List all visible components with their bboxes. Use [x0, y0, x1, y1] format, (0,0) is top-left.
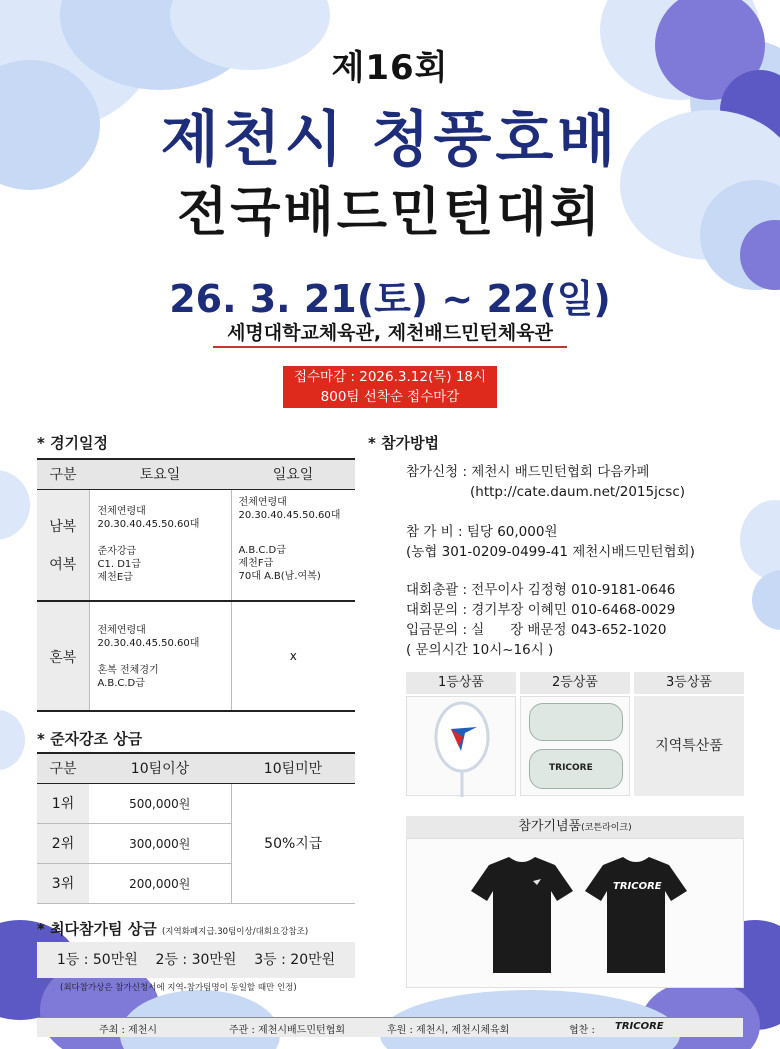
apply-url: (http://cate.daum.net/2015jcsc): [470, 484, 686, 500]
cell-text: 제천F급: [238, 557, 274, 569]
event-venue: 세명대학교체육관, 제천배드민턴체육관: [227, 322, 553, 344]
prize-header-under10: 10팀미만: [231, 753, 355, 783]
schedule-header-category: 구분: [37, 459, 89, 489]
third-prize-box: [634, 696, 744, 796]
contact-general: 대회총괄 : 전무이사 김정형 010-9181-0646: [406, 582, 676, 598]
deadline-box: [283, 366, 497, 408]
cell-text: 20.30.40.45.50.60대: [238, 509, 341, 521]
cell-text: 전체연령대: [97, 506, 146, 518]
prize-under10-value: 50%지급: [231, 783, 355, 903]
most-team-title-note: (지역화폐지급.30팀이상/대회요강참조): [161, 927, 309, 937]
goods-second-header: 2등상품: [520, 672, 630, 694]
cell-text: 준자강급: [97, 546, 137, 558]
footer-organizer: 주관 : 제천시배드민턴협회: [229, 1025, 345, 1036]
prize-rank-2: 2위: [37, 823, 89, 863]
cell-text: 20.30.40.45.50.60대: [97, 637, 200, 649]
cell-text: C1. D1급: [97, 559, 141, 571]
venue-underline: [213, 346, 567, 348]
most-team-title-text: * 최다참가팀 상금: [37, 920, 157, 938]
bag-top: [529, 703, 623, 741]
label-womens-doubles: 여복: [49, 556, 77, 573]
prize-amount-3: 200,000원: [89, 863, 231, 903]
souvenir-header: [406, 816, 744, 838]
cell-text: 혼복 전체경기: [97, 664, 159, 676]
edition-label: 제16회: [331, 48, 449, 88]
racket-icon: [407, 697, 517, 797]
footer-bar: [37, 1017, 743, 1037]
footer-host: 주최 : 제천시: [99, 1025, 158, 1036]
event-title-line2: 전국배드민턴대회: [177, 183, 603, 243]
prize-header-category: 구분: [37, 753, 89, 783]
schedule-saturday-mixed: [89, 601, 231, 711]
cell-text: 20.30.40.45.50.60대: [97, 519, 200, 531]
schedule-sunday-doubles: [231, 489, 355, 601]
most-team-title: [37, 918, 308, 939]
prize-rank-3: 3위: [37, 863, 89, 903]
contact-deposit: 입금문의 : 실 장 배문정 043-652-1020: [406, 622, 667, 638]
prize-title: * 준자강조 상금: [37, 730, 143, 748]
goods-first-header: 1등상품: [406, 672, 516, 694]
prize-amount-1: 500,000원: [89, 783, 231, 823]
footer-cooperation: 협찬 :: [569, 1025, 595, 1036]
bag-image: [520, 696, 630, 796]
goods-third-header: 3등상품: [634, 672, 744, 694]
most-team-note: (최다참가상은 참가신청서에 지역-참가팀명이 동일할 때만 인정): [60, 983, 297, 993]
tshirt-image: [406, 838, 744, 988]
schedule-sunday-mixed: x: [231, 601, 355, 711]
footer-cooperation-brand: TRICORE: [615, 1021, 664, 1032]
label-mixed-doubles: 혼복: [37, 601, 89, 711]
deadline-capacity: 800팀 선착순 접수마감: [320, 389, 460, 405]
participation-title: * 참가방법: [368, 434, 440, 452]
fee-account: (농협 301-0209-0499-41 제천시배드민턴협회): [406, 544, 695, 560]
contact-match: 대회문의 : 경기부장 이혜민 010-6468-0029: [406, 602, 676, 618]
event-date: 26. 3. 21(토) ~ 22(일): [169, 277, 611, 321]
schedule-header-saturday: 토요일: [89, 459, 231, 489]
schedule-title: * 경기일정: [37, 434, 109, 452]
apply-line1: 참가신청 : 제천시 배드민턴협회 다음카페: [406, 464, 650, 480]
schedule-bottom-rule: [37, 710, 355, 712]
cell-text: 70대 A.B(남.여복): [238, 570, 321, 582]
prize-amount-2: 300,000원: [89, 823, 231, 863]
souvenir-note: (코튼라이크): [581, 823, 632, 833]
schedule-row-doubles: [37, 489, 89, 601]
fee-line1: 참 가 비 : 팀당 60,000원: [406, 524, 558, 540]
prize-rank-1: 1위: [37, 783, 89, 823]
contact-hours: ( 문의시간 10시~16시 ): [406, 642, 554, 658]
tshirt-icon: [407, 839, 745, 989]
schedule-table: [37, 458, 355, 711]
souvenir-title: 참가기념품: [518, 819, 582, 834]
cell-text: 전체연령대: [97, 624, 146, 636]
prize-table: [37, 752, 355, 904]
tshirt-brand-label: TRICORE: [613, 881, 662, 892]
prize-header-over10: 10팀이상: [89, 753, 231, 783]
bag-brand-label: TRICORE: [549, 763, 593, 773]
label-mens-doubles: 남복: [49, 518, 77, 535]
cell-text: 전체연령대: [238, 496, 287, 508]
event-title-line1: 제천시 청풍호배: [160, 105, 620, 175]
footer-sponsor: 후원 : 제천시, 제천시체육회: [387, 1025, 510, 1036]
cell-text: A.B.C.D급: [97, 677, 145, 689]
third-prize-item: 지역특산품: [655, 738, 723, 754]
most-team-prizes: 1등 : 50만원 2등 : 30만원 3등 : 20만원: [37, 942, 355, 978]
deadline-text: 접수마감 : 2026.3.12(목) 18시: [293, 369, 487, 385]
cell-text: A.B.C.D급: [238, 544, 286, 556]
schedule-header-sunday: 일요일: [231, 459, 355, 489]
schedule-saturday-doubles: [89, 489, 231, 601]
racket-image: [406, 696, 516, 796]
cell-text: 제천E급: [97, 572, 133, 584]
